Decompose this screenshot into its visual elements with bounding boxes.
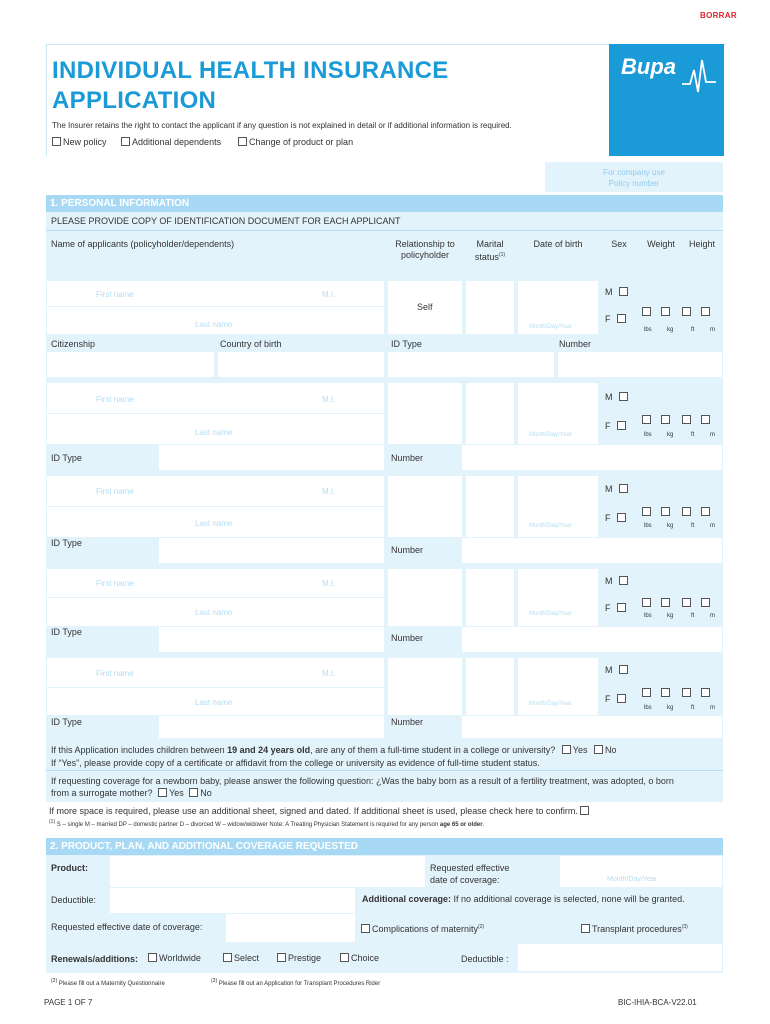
plan-worldwide[interactable]: Worldwide bbox=[148, 953, 201, 963]
number-label: Number bbox=[391, 453, 424, 463]
citizenship-label: Citizenship bbox=[51, 339, 96, 349]
date-placeholder: Month/Day/Year bbox=[529, 324, 572, 330]
last-name-placeholder: Last name bbox=[195, 519, 233, 528]
marital-field[interactable] bbox=[466, 383, 514, 444]
marital-legend: $^{(1)}$ S – single M – married DP – domestic partner D – divorced W – widow/widower Note: A Treating Physician Statement is required for any person age 65 or older. bbox=[49, 819, 485, 828]
req-eff-full-label: Requested effective date of coverage: bbox=[51, 922, 203, 932]
req-eff-label: Requested effective date of coverage: bbox=[430, 863, 510, 885]
section2-header: 2. PRODUCT, PLAN, AND ADDITIONAL COVERAGE REQUESTED bbox=[46, 838, 723, 855]
complications-option[interactable]: Complications of maternity$^{(2)}$ bbox=[361, 924, 484, 934]
first-name-placeholder: First name bbox=[96, 290, 134, 299]
last-name-placeholder: Last name bbox=[195, 608, 233, 617]
heartbeat-icon bbox=[660, 52, 722, 98]
unit-m: m bbox=[710, 327, 715, 333]
col-height: Height bbox=[688, 239, 715, 249]
unit-lbs: lbs bbox=[644, 523, 652, 529]
unit-kg: kg bbox=[667, 613, 674, 619]
sex-m[interactable]: M bbox=[605, 576, 630, 586]
bupa-logo-text: Bupa bbox=[621, 54, 676, 79]
sex-f[interactable]: F bbox=[605, 603, 628, 613]
citizenship-field[interactable] bbox=[47, 352, 214, 377]
self-label: Self bbox=[417, 302, 433, 312]
id-type-label: ID Type bbox=[51, 717, 82, 727]
number-label: Number bbox=[559, 339, 592, 349]
mi-placeholder: M.I. bbox=[322, 579, 336, 588]
last-name-placeholder: Last name bbox=[195, 320, 233, 329]
first-name-placeholder: First name bbox=[96, 487, 134, 496]
number-label: Number bbox=[391, 633, 424, 643]
id-type-label: ID Type bbox=[51, 453, 82, 463]
deductible2-field[interactable] bbox=[518, 944, 722, 971]
sex-m[interactable]: M bbox=[605, 392, 630, 402]
number-field[interactable] bbox=[462, 716, 722, 738]
checkbox[interactable] bbox=[121, 137, 130, 146]
id-type-field[interactable] bbox=[159, 627, 384, 652]
first-name-placeholder: First name bbox=[96, 669, 134, 678]
dob-field[interactable] bbox=[518, 569, 598, 626]
req-eff-full-field[interactable] bbox=[226, 914, 355, 942]
additional-coverage-text: Additional coverage: If no additional coverage is selected, none will be granted. bbox=[362, 894, 685, 904]
unit-kg: kg bbox=[667, 523, 674, 529]
unit-ft: ft bbox=[691, 432, 695, 438]
id-type-field[interactable] bbox=[388, 352, 554, 377]
first-name-placeholder: First name bbox=[96, 395, 134, 404]
confirm-checkbox[interactable] bbox=[580, 806, 589, 815]
sex-m[interactable]: M bbox=[605, 287, 630, 297]
marital-field[interactable] bbox=[466, 569, 514, 626]
unit-checkboxes[interactable] bbox=[642, 688, 712, 698]
unit-m: m bbox=[710, 613, 715, 619]
date-placeholder: Month/Day/Year bbox=[529, 611, 572, 617]
footnote-maternity: $^{(2)}$ Please fill out a Maternity Questionnaire bbox=[51, 978, 165, 987]
more-space-text: If more space is required, please use an additional sheet, signed and dated. If additional sheet is used, please check here to confirm. bbox=[49, 806, 591, 816]
col-dob: Date of birth bbox=[533, 239, 583, 249]
sex-m[interactable]: M bbox=[605, 665, 630, 675]
plan-select[interactable]: Select bbox=[223, 953, 259, 963]
sex-m[interactable]: M bbox=[605, 484, 630, 494]
newborn-no-checkbox[interactable] bbox=[189, 788, 198, 797]
deductible-label: Deductible: bbox=[51, 895, 97, 905]
number-field[interactable] bbox=[462, 627, 722, 652]
date-placeholder: Month/Day/Year bbox=[529, 701, 572, 707]
col-marital: Marital status$^{(1)}$ bbox=[474, 239, 506, 262]
unit-ft: ft bbox=[691, 327, 695, 333]
col-weight: Weight bbox=[647, 239, 675, 249]
last-name-placeholder: Last name bbox=[195, 698, 233, 707]
id-type-label: ID Type bbox=[51, 627, 82, 637]
unit-lbs: lbs bbox=[644, 327, 652, 333]
option-change-product[interactable]: Change of product or plan bbox=[238, 137, 353, 147]
newborn-yes-checkbox[interactable] bbox=[158, 788, 167, 797]
col-name: Name of applicants (policyholder/dependents) bbox=[51, 239, 235, 249]
relationship-field[interactable] bbox=[388, 658, 462, 715]
relationship-field[interactable] bbox=[388, 383, 462, 444]
country-birth-field[interactable] bbox=[218, 352, 384, 377]
sex-f[interactable]: F bbox=[605, 314, 628, 324]
checkbox[interactable] bbox=[238, 137, 247, 146]
relationship-field[interactable] bbox=[388, 476, 462, 537]
sex-f[interactable]: F bbox=[605, 421, 628, 431]
number-field[interactable] bbox=[462, 445, 722, 470]
mi-placeholder: M.I. bbox=[322, 395, 336, 404]
unit-checkboxes[interactable] bbox=[642, 598, 712, 608]
marital-field[interactable] bbox=[466, 281, 514, 334]
unit-kg: kg bbox=[667, 432, 674, 438]
sex-f[interactable]: F bbox=[605, 513, 628, 523]
col-sex: Sex bbox=[611, 239, 627, 249]
checkbox[interactable] bbox=[52, 137, 61, 146]
unit-lbs: lbs bbox=[644, 613, 652, 619]
product-label: Product: bbox=[51, 863, 88, 873]
id-type-field[interactable] bbox=[159, 445, 384, 470]
relationship-field[interactable] bbox=[388, 569, 462, 626]
unit-lbs: lbs bbox=[644, 705, 652, 711]
sex-f[interactable]: F bbox=[605, 694, 628, 704]
col-relationship: Relationship to policyholder bbox=[395, 239, 455, 260]
date-placeholder: Month/Day/Year bbox=[529, 523, 572, 529]
mi-placeholder: M.I. bbox=[322, 487, 336, 496]
student-no-checkbox[interactable] bbox=[594, 745, 603, 754]
unit-kg: kg bbox=[667, 705, 674, 711]
unit-m: m bbox=[710, 523, 715, 529]
deductible2-label: Deductible : bbox=[461, 954, 509, 964]
option-additional-dependents[interactable]: Additional dependents bbox=[121, 137, 221, 147]
date-placeholder: Month/Day/Year bbox=[607, 876, 657, 883]
unit-lbs: lbs bbox=[644, 432, 652, 438]
id-instruction: PLEASE PROVIDE COPY OF IDENTIFICATION DOCUMENT FOR EACH APPLICANT bbox=[51, 216, 401, 226]
student-question: If this Application includes children between 19 and 24 years old, are any of them a full-time student in a college or university? Yes No bbox=[51, 745, 617, 755]
form-title: INDIVIDUAL HEALTH INSURANCE APPLICATION bbox=[52, 57, 449, 114]
page-number: PAGE 1 OF 7 bbox=[44, 998, 93, 1007]
student-note: If “Yes”, please provide copy of a certificate or affidavit from the college or university as evidence of full-time student status. bbox=[51, 758, 540, 768]
unit-m: m bbox=[710, 432, 715, 438]
unit-kg: kg bbox=[667, 327, 674, 333]
number-field[interactable] bbox=[558, 352, 722, 377]
plan-prestige[interactable]: Prestige bbox=[277, 953, 321, 963]
id-type-field[interactable] bbox=[159, 538, 384, 563]
mi-placeholder: M.I. bbox=[322, 669, 336, 678]
marital-field[interactable] bbox=[466, 658, 514, 715]
date-placeholder: Month/Day/Year bbox=[529, 432, 572, 438]
last-name-placeholder: Last name bbox=[195, 428, 233, 437]
marital-field[interactable] bbox=[466, 476, 514, 537]
id-type-label: ID Type bbox=[391, 339, 422, 349]
section1-header: 1. PERSONAL INFORMATION bbox=[46, 195, 723, 212]
borrar-button[interactable]: BORRAR bbox=[700, 11, 737, 20]
option-new-policy[interactable]: New policy bbox=[52, 137, 107, 147]
renewals-label: Renewals/additions: bbox=[51, 954, 139, 964]
unit-checkboxes[interactable] bbox=[642, 507, 712, 517]
unit-ft: ft bbox=[691, 613, 695, 619]
unit-ft: ft bbox=[691, 523, 695, 529]
unit-checkboxes[interactable] bbox=[642, 415, 712, 425]
footnote-transplant: $^{(3)}$ Please fill out an Application for Transplant Procedures Rider bbox=[211, 978, 381, 987]
id-type-label: ID Type bbox=[51, 538, 82, 548]
mi-placeholder: M.I. bbox=[322, 290, 336, 299]
form-code: BIC-IHIA-BCA-V22.01 bbox=[618, 998, 697, 1007]
number-field[interactable] bbox=[462, 538, 722, 563]
deductible-field[interactable] bbox=[110, 888, 355, 913]
number-label: Number bbox=[391, 717, 424, 727]
company-use-box: For company use Policy number bbox=[545, 162, 723, 192]
first-name-placeholder: First name bbox=[96, 579, 134, 588]
plan-choice[interactable]: Choice bbox=[340, 953, 379, 963]
product-field[interactable] bbox=[110, 856, 425, 887]
unit-m: m bbox=[710, 705, 715, 711]
student-yes-checkbox[interactable] bbox=[562, 745, 571, 754]
unit-ft: ft bbox=[691, 705, 695, 711]
transplant-option[interactable]: Transplant procedures$^{(3)}$ bbox=[581, 924, 688, 934]
newborn-question: If requesting coverage for a newborn baby, please answer the following question: ¿Was the baby born as a result of a fertility treatment, was adopted, o born from a surrogate mother? Yes No bbox=[51, 776, 674, 798]
notice-text: The Insurer retains the right to contact the applicant if any question is not explained in detail or if additional information is required. bbox=[52, 121, 512, 130]
country-birth-label: Country of birth bbox=[220, 339, 282, 349]
number-label: Number bbox=[391, 545, 424, 555]
unit-checkboxes[interactable] bbox=[642, 307, 712, 317]
id-type-field[interactable] bbox=[159, 716, 384, 738]
